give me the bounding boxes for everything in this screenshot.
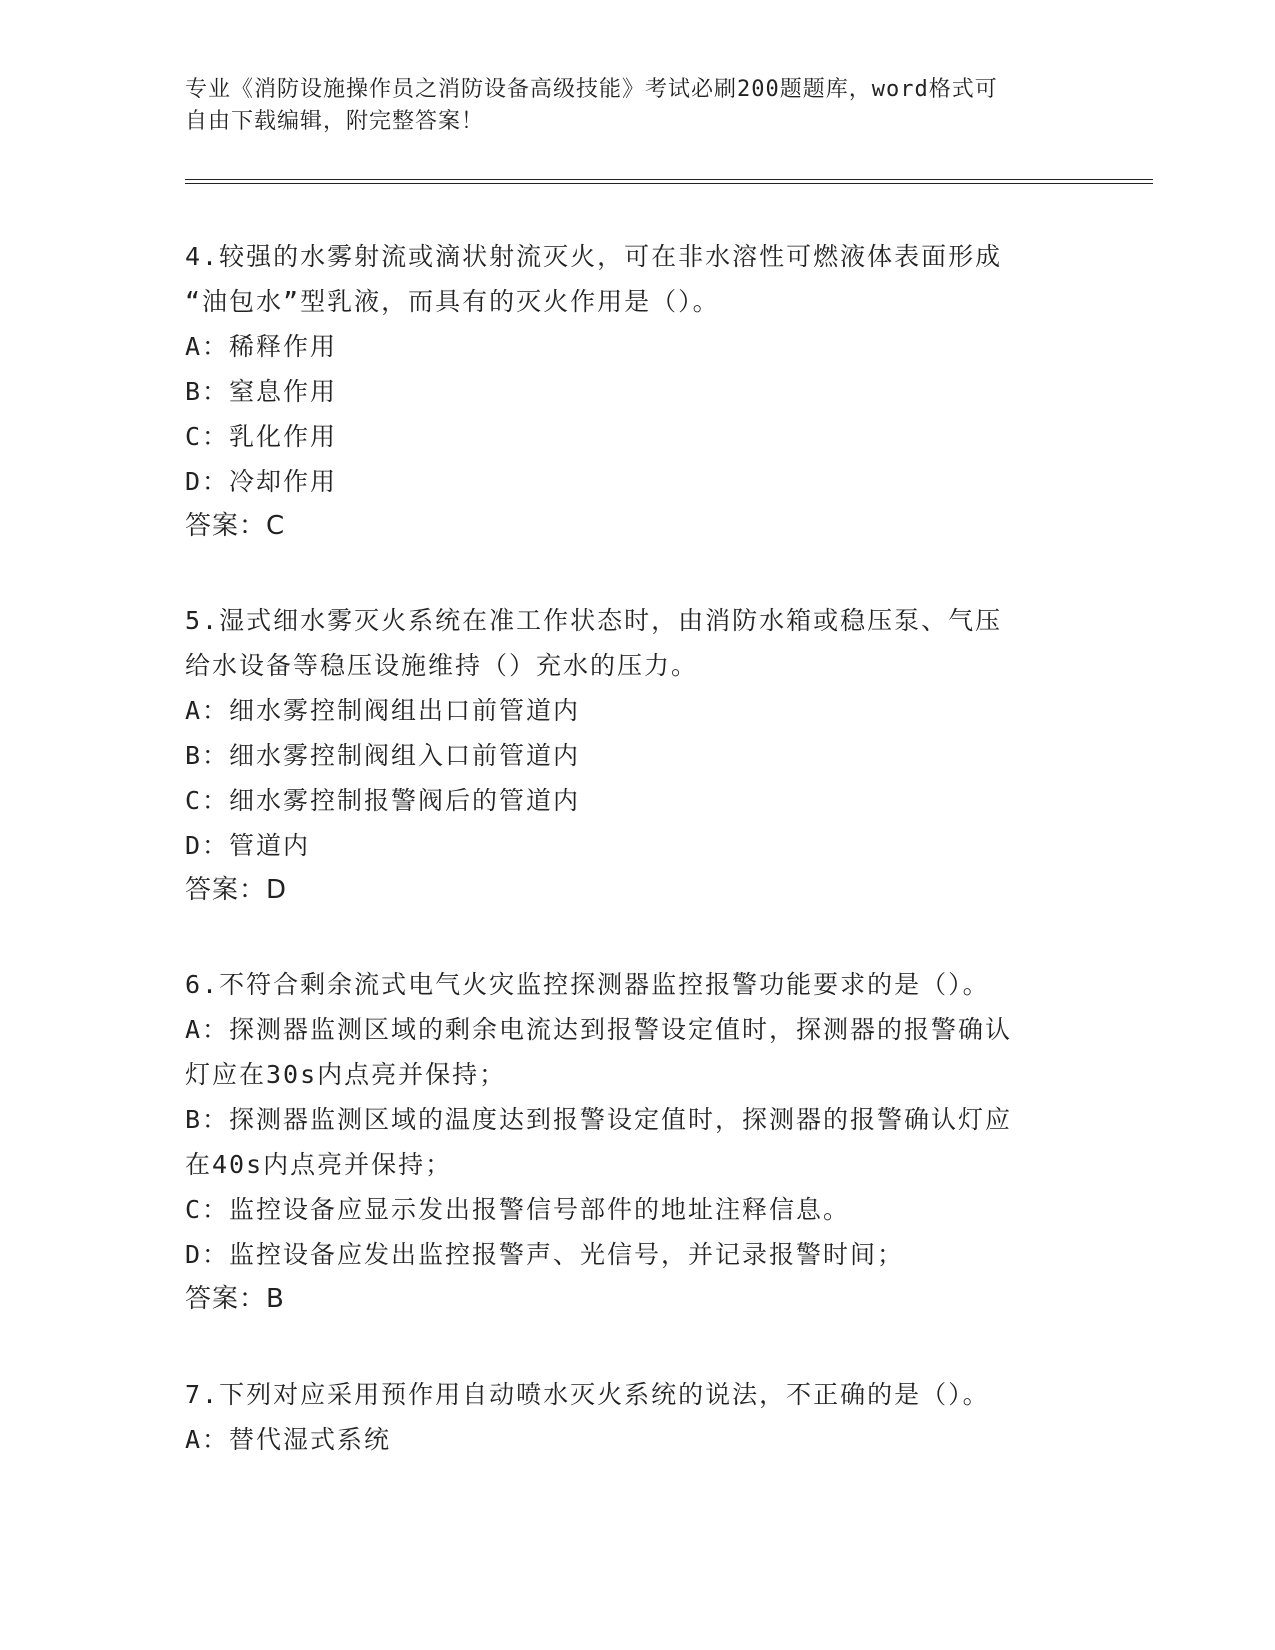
question-text: 7.下列对应采用预作用自动喷水灭火系统的说法，不正确的是（）。: [185, 1380, 990, 1409]
header-line: 自由下载编辑，附完整答案！: [185, 109, 485, 134]
question-text: 给水设备等稳压设施维持（）充水的压力。: [185, 651, 699, 680]
question-block: [185, 234, 1085, 549]
option-d: D：监控设备应发出监控报警声、光信号，并记录报警时间；: [185, 1240, 905, 1269]
option-d: D：冷却作用: [185, 467, 338, 496]
question-text: 6.不符合剩余流式电气火灾监控探测器监控报警功能要求的是（）。: [185, 970, 990, 999]
question-block: [185, 598, 1085, 913]
question-block: [185, 962, 1085, 1322]
answer-label: 答案：C: [185, 511, 286, 541]
option-a: A：细水雾控制阀组出口前管道内: [185, 696, 581, 725]
option-a-continued: 灯应在30s内点亮并保持；: [185, 1060, 507, 1089]
option-c: C：细水雾控制报警阀后的管道内: [185, 786, 581, 815]
option-b-continued: 在40s内点亮并保持；: [185, 1150, 453, 1179]
header-divider: [185, 179, 1153, 180]
question-text: “油包水”型乳液，而具有的灭火作用是（）。: [185, 287, 720, 316]
question-block: [185, 1372, 1085, 1462]
header-line: 专业《消防设施操作员之消防设备高级技能》考试必刷200题题库，word格式可: [185, 77, 998, 102]
option-b: B：窒息作用: [185, 377, 338, 406]
answer-label: 答案：B: [185, 1284, 285, 1314]
option-c: C：乳化作用: [185, 422, 338, 451]
option-c: C：监控设备应显示发出报警信号部件的地址注释信息。: [185, 1195, 851, 1224]
answer-label: 答案：D: [185, 875, 288, 905]
header-divider: [185, 183, 1153, 184]
document-header: [185, 74, 1075, 138]
option-a: A：稀释作用: [185, 332, 338, 361]
option-a: A：替代湿式系统: [185, 1425, 392, 1454]
option-b: B：探测器监测区域的温度达到报警设定值时，探测器的报警确认灯应: [185, 1105, 1013, 1134]
question-text: 4.较强的水雾射流或滴状射流灭火，可在非水溶性可燃液体表面形成: [185, 242, 1003, 271]
option-b: B：细水雾控制阀组入口前管道内: [185, 741, 581, 770]
question-text: 5.湿式细水雾灭火系统在准工作状态时，由消防水箱或稳压泵、气压: [185, 606, 1003, 635]
option-d: D：管道内: [185, 831, 311, 860]
option-a: A：探测器监测区域的剩余电流达到报警设定值时，探测器的报警确认: [185, 1015, 1013, 1044]
